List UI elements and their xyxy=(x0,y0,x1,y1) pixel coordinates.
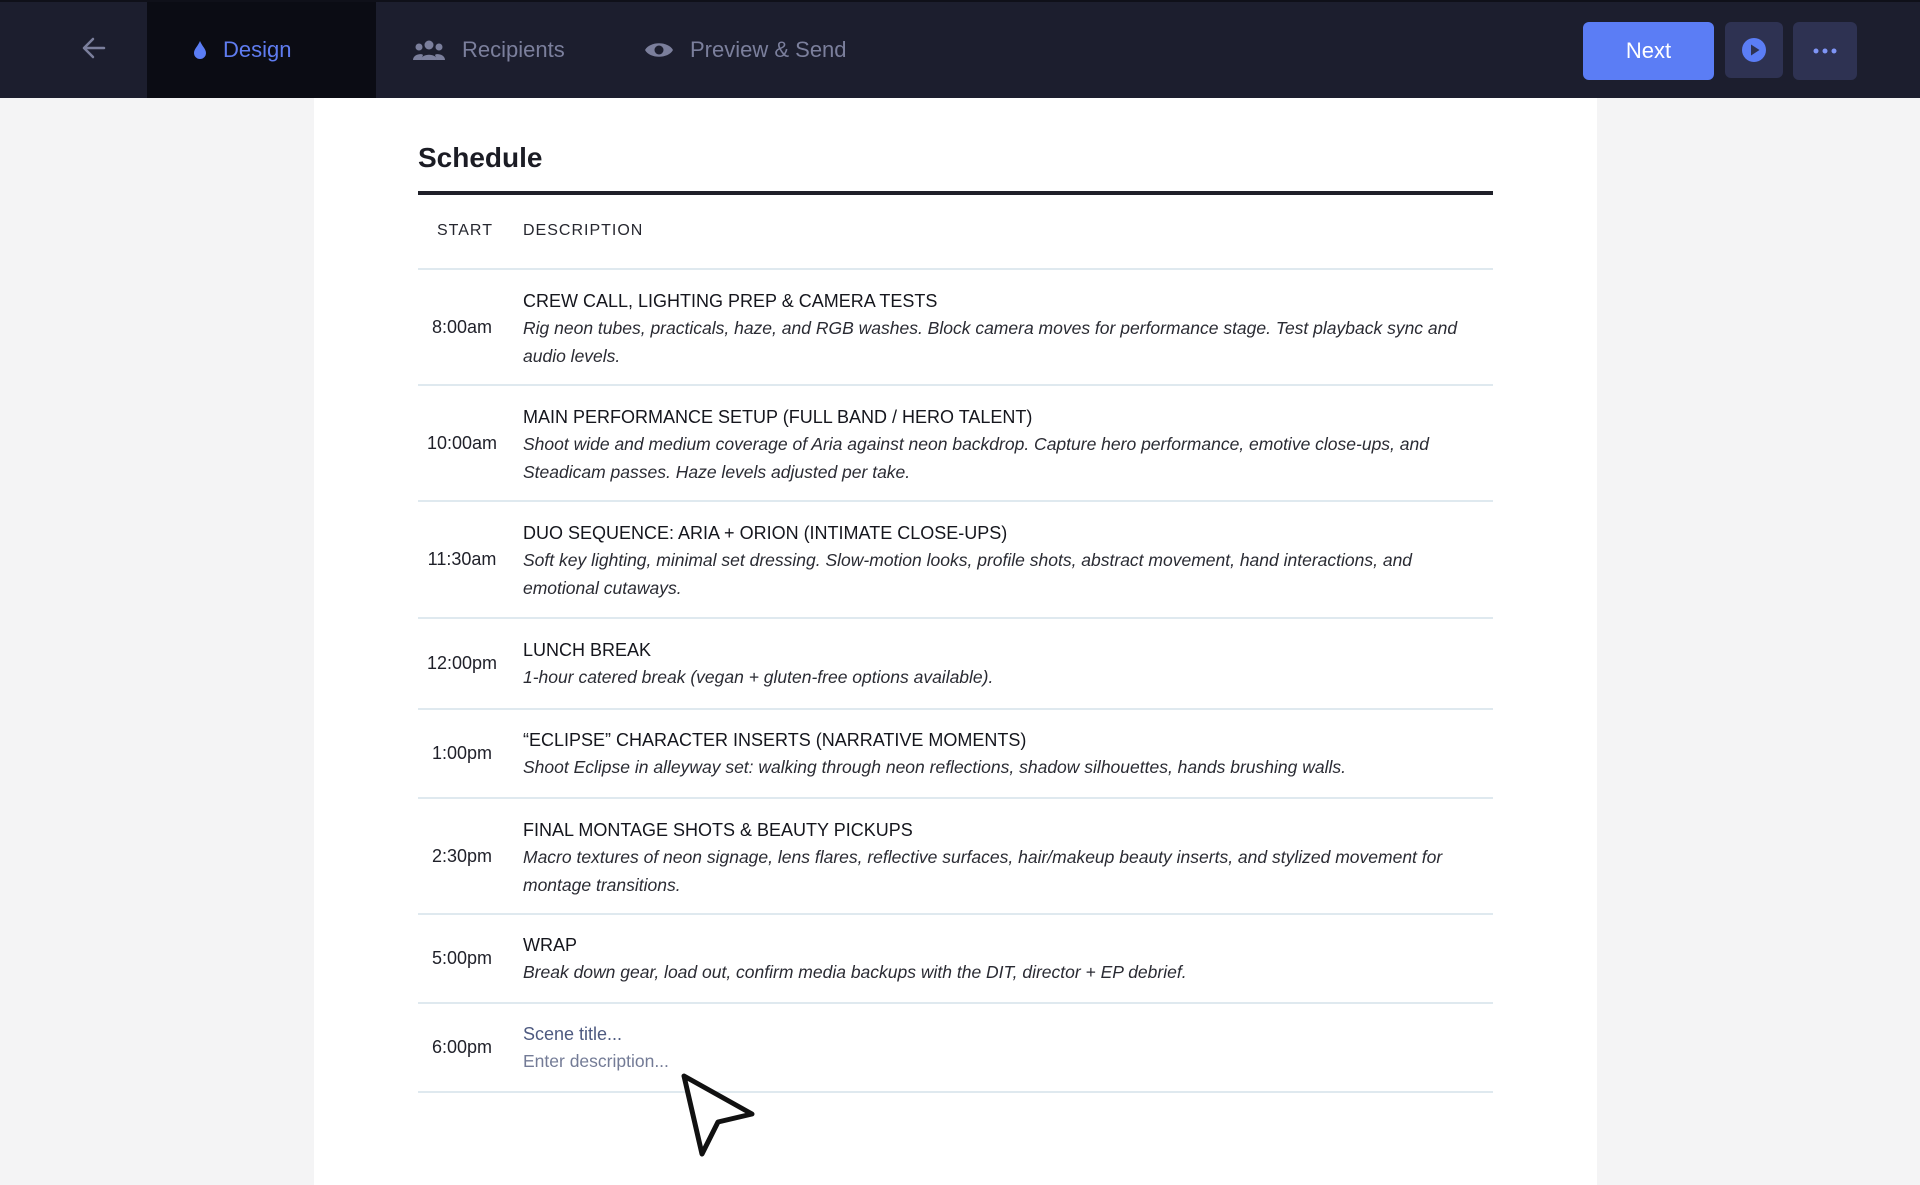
column-header-start: START xyxy=(437,222,493,239)
document-page xyxy=(314,98,1597,1185)
description-input[interactable]: Enter description... xyxy=(523,1051,669,1071)
people-icon xyxy=(412,39,446,61)
row-description: Soft key lighting, minimal set dressing. Slow-motion looks, profile shots, abstract movement, hand interactions, and emotional cutaways. xyxy=(523,550,1413,598)
row-time: 2:30pm xyxy=(431,845,493,866)
schedule-row[interactable] xyxy=(418,915,1493,1004)
row-title: DUO SEQUENCE: ARIA + ORION (INTIMATE CLOSE-UPS) xyxy=(523,523,1008,543)
arrow-left-icon xyxy=(82,37,106,59)
schedule-row[interactable] xyxy=(418,502,1493,619)
next-button[interactable]: Next xyxy=(1583,22,1714,80)
row-description: Rig neon tubes, practicals, haze, and RGB washes. Block camera moves for performance stage. Test playback sync and audio levels. xyxy=(523,318,1458,366)
scene-title-input[interactable]: Scene title... xyxy=(523,1024,623,1044)
row-time: 5:00pm xyxy=(431,948,493,968)
tab-preview-send[interactable] xyxy=(644,2,847,98)
row-title: WRAP xyxy=(523,935,577,955)
schedule-row[interactable] xyxy=(418,710,1493,799)
tab-preview-send-label: Preview & Send xyxy=(690,37,847,62)
heading-divider xyxy=(418,191,1493,195)
ellipsis-icon xyxy=(1813,48,1837,54)
new-schedule-row[interactable] xyxy=(418,1004,1493,1093)
row-title: CREW CALL, LIGHTING PREP & CAMERA TESTS xyxy=(523,291,938,311)
tab-recipients[interactable] xyxy=(412,2,565,98)
row-time: 11:30am xyxy=(427,549,497,569)
row-title: MAIN PERFORMANCE SETUP (FULL BAND / HERO TALENT) xyxy=(523,407,1033,427)
eye-icon xyxy=(644,40,674,60)
row-time: 6:00pm xyxy=(431,1037,493,1057)
back-button[interactable] xyxy=(74,28,114,68)
tab-design-label: Design xyxy=(223,37,292,62)
schedule-row[interactable] xyxy=(418,619,1493,710)
row-title: “ECLIPSE” CHARACTER INSERTS (NARRATIVE MOMENTS) xyxy=(523,730,1027,750)
row-time: 1:00pm xyxy=(431,743,493,763)
row-description: Break down gear, load out, confirm media backups with the DIT, director + EP debrief. xyxy=(523,962,1187,982)
schedule-table xyxy=(418,270,1493,1093)
tab-design[interactable] xyxy=(147,2,376,98)
column-header-description: DESCRIPTION xyxy=(523,222,644,239)
play-icon xyxy=(1741,37,1767,63)
row-description: Macro textures of neon signage, lens flares, reflective surfaces, hair/makeup beauty inserts, and stylized movement for montage transitions. xyxy=(523,847,1443,895)
row-title: LUNCH BREAK xyxy=(523,640,652,660)
play-button[interactable] xyxy=(1725,22,1783,78)
row-time: 12:00pm xyxy=(426,653,498,673)
more-options-button[interactable] xyxy=(1793,22,1857,80)
schedule-heading[interactable]: Schedule xyxy=(418,142,543,173)
tab-recipients-label: Recipients xyxy=(462,37,565,62)
mouse-cursor-icon xyxy=(678,1070,758,1160)
row-time: 8:00am xyxy=(431,316,493,337)
row-time: 10:00am xyxy=(426,432,498,453)
drop-icon xyxy=(193,40,207,60)
row-description: Shoot wide and medium coverage of Aria against neon backdrop. Capture hero performance, emotive close-ups, and Steadicam passes. Haze levels adjusted per take. xyxy=(523,434,1429,482)
row-description: 1-hour catered break (vegan + gluten-free options available). xyxy=(523,667,994,687)
row-title: FINAL MONTAGE SHOTS & BEAUTY PICKUPS xyxy=(523,820,913,840)
schedule-row[interactable] xyxy=(418,799,1493,915)
top-bar xyxy=(0,0,1920,98)
schedule-row[interactable] xyxy=(418,386,1493,502)
schedule-row[interactable] xyxy=(418,270,1493,386)
row-description: Shoot Eclipse in alleyway set: walking through neon reflections, shadow silhouettes, hands brushing walls. xyxy=(523,757,1346,777)
